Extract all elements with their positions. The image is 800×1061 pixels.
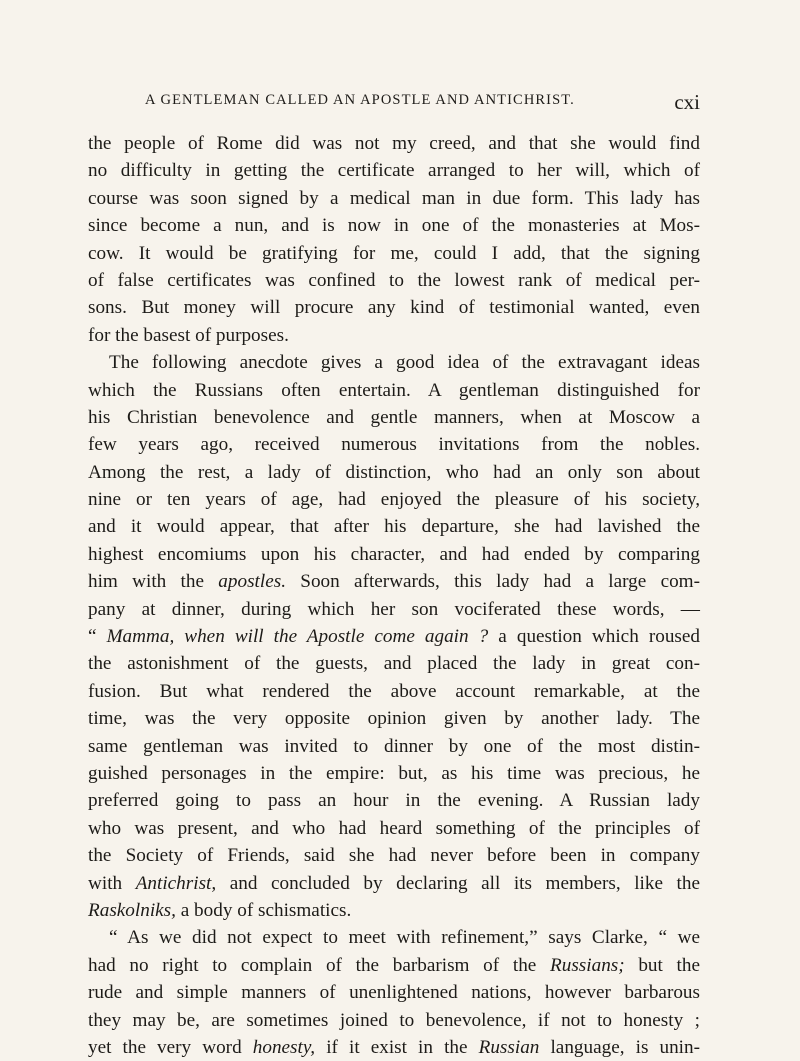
text-line <box>88 1034 700 1061</box>
text-line: guished personages in the empire: but, as his time was precious, he <box>88 762 700 784</box>
text-line: cow. It would be gratifying for me, could I add, that the signing <box>88 242 700 264</box>
text-line: Among the rest, a lady of distinction, who had an only son about <box>88 461 700 483</box>
text-line: and it would appear, that after his departure, she had lavished the <box>88 516 700 538</box>
text-line: rude and simple manners of unenlightened nations, however barbarous <box>88 982 700 1004</box>
text-line: of false certificates was confined to the lowest rank of medical per- <box>88 269 700 291</box>
page-header <box>145 92 700 118</box>
italic-run: Raskolniks, <box>88 899 176 921</box>
text-line <box>88 897 700 924</box>
text-line <box>88 952 700 979</box>
text-run: a body of schismatics. <box>175 899 352 921</box>
italic-run: Russians; <box>550 954 625 976</box>
text-line <box>88 870 700 897</box>
text-line: since become a nun, and is now in one of the monasteries at Mos- <box>88 215 700 237</box>
text-line <box>88 623 700 650</box>
text-line: they may be, are sometimes joined to benevolence, if not to honesty ; <box>88 1009 700 1031</box>
text-run: a question which roused <box>488 626 700 648</box>
text-line: The following anecdote gives a good idea of the extravagant ideas <box>109 352 700 374</box>
text-line: nine or ten years of age, had enjoyed the pleasure of his society, <box>88 489 700 511</box>
text-line: the Society of Friends, said she had never before been in company <box>88 845 700 867</box>
text-line <box>88 568 700 595</box>
text-run: with <box>88 872 136 894</box>
italic-run: Antichrist, <box>135 872 217 894</box>
text-line: course was soon signed by a medical man in due form. This lady has <box>88 187 700 209</box>
text-line: no difficulty in getting the certificate arranged to her will, which of <box>88 160 700 182</box>
text-line: who was present, and who had heard something of the principles of <box>88 817 700 839</box>
text-run: if it exist in the <box>315 1036 479 1058</box>
text-line: his Christian benevolence and gentle manners, when at Moscow a <box>88 406 700 428</box>
italic-run: honesty, <box>252 1036 316 1058</box>
body-text <box>88 130 700 1061</box>
text-line: same gentleman was invited to dinner by one of the most distin- <box>88 735 700 757</box>
text-line: the people of Rome did was not my creed, and that she would find <box>88 133 700 154</box>
text-line: sons. But money will procure any kind of testimonial wanted, even <box>88 297 700 319</box>
italic-run: apostles. <box>218 571 286 593</box>
text-run: “ <box>88 626 107 648</box>
text-line: pany at dinner, during which her son vociferated these words, — <box>88 598 700 620</box>
text-line: the astonishment of the guests, and placed the lady in great con- <box>88 653 700 675</box>
running-head: A GENTLEMAN CALLED AN APOSTLE AND ANTICHRIST. <box>145 92 575 108</box>
text-run: language, is unin- <box>539 1036 700 1058</box>
italic-run: Russian <box>478 1036 540 1058</box>
text-line: fusion. But what rendered the above account remarkable, at the <box>88 680 700 702</box>
text-line: “ As we did not expect to meet with refinement,” says Clarke, “ we <box>109 927 700 949</box>
text-line: for the basest of purposes. <box>88 324 289 346</box>
text-line: time, was the very opposite opinion given by another lady. The <box>88 708 700 730</box>
text-run: had no right to complain of the barbarism of the <box>88 954 551 976</box>
text-run: and concluded by declaring all its members, like the <box>216 872 700 894</box>
text-line: highest encomiums upon his character, and had ended by comparing <box>88 543 700 565</box>
text-run: Soon afterwards, this lady had a large com- <box>286 571 700 593</box>
text-run: but the <box>624 954 700 976</box>
page-number: cxi <box>674 90 700 114</box>
text-line: which the Russians often entertain. A gentleman distinguished for <box>88 379 700 401</box>
text-run: him with the <box>88 571 219 593</box>
italic-run: Mamma, when will the Apostle come again ? <box>106 626 489 648</box>
text-line: preferred going to pass an hour in the evening. A Russian lady <box>88 790 700 812</box>
text-line: few years ago, received numerous invitations from the nobles. <box>88 434 700 456</box>
text-run: yet the very word <box>88 1036 253 1058</box>
